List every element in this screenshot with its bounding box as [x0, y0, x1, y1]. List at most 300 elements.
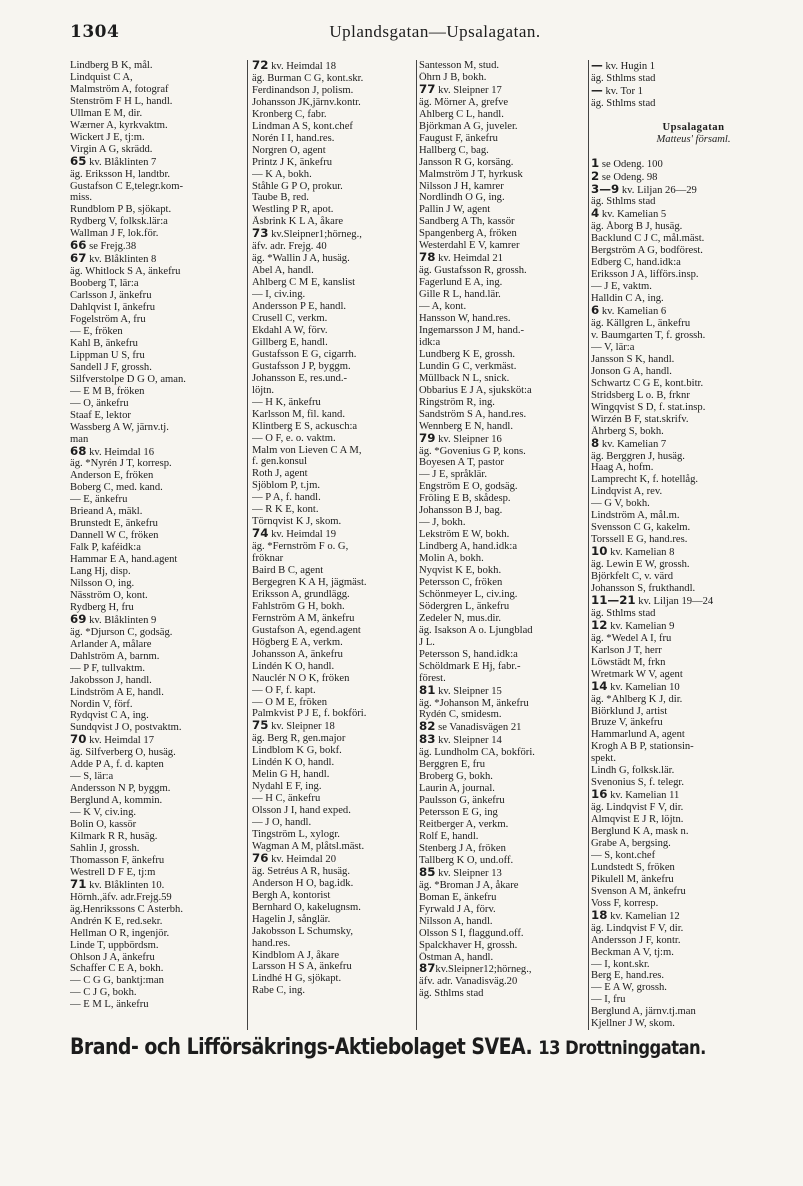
entry-text: Halldin C A, ing. [591, 293, 664, 305]
directory-entry [591, 426, 796, 438]
entry-text: Linde T, uppbördsm. [70, 939, 159, 951]
house-number: 14 [591, 680, 608, 693]
directory-entry [419, 228, 584, 240]
entry-text: — I, kont.skr. [591, 958, 650, 970]
directory-entry [591, 98, 796, 110]
house-number: 72 [252, 60, 269, 72]
entry-text: Lindman A S, kont.chef [252, 120, 353, 132]
directory-entry [591, 534, 796, 546]
directory-entry [591, 729, 796, 741]
entry-text: Fagerlund E A, ing. [419, 277, 503, 289]
directory-entry [419, 373, 584, 385]
entry-text: Gustafson A, egend.agent [252, 624, 361, 636]
directory-entry [419, 325, 584, 337]
house-number-entry [419, 685, 584, 698]
entry-text: Anderson H O, bag.idk. [252, 877, 354, 889]
house-number: 85 [419, 866, 436, 879]
directory-entry [419, 421, 584, 433]
directory-entry [591, 122, 796, 134]
entry-text: Rabe C, ing. [252, 985, 305, 997]
directory-entry [419, 747, 584, 759]
directory-entry [70, 627, 242, 639]
directory-entry [70, 482, 242, 494]
house-number: 68 [70, 445, 87, 458]
entry-text: Olsson J I, hand exped. [252, 805, 351, 817]
directory-entry [70, 651, 242, 663]
directory-entry [419, 361, 584, 373]
entry-text: Svenson A M, änkefru [591, 885, 686, 897]
entry-text: Gille R L, hand.lär. [419, 289, 501, 301]
directory-entry [419, 807, 584, 819]
page-header [70, 22, 790, 44]
entry-text: Falk P, kaféidk:a [70, 542, 141, 554]
entry-text: Nilsson J H, kamrer [419, 180, 504, 192]
entry-text: Lindén K O, handl. [252, 757, 335, 769]
directory-entry [419, 169, 584, 181]
directory-entry [70, 72, 242, 84]
directory-entry [591, 706, 796, 718]
directory-entry [591, 982, 796, 994]
directory-entry [419, 880, 584, 892]
directory-entry [252, 914, 412, 926]
entry-text: Björkman A G, juveler. [419, 120, 518, 132]
directory-entry [252, 866, 412, 878]
entry-text: Kronberg C, fabr. [252, 108, 327, 120]
entry-text: Taube B, red. [252, 192, 309, 204]
directory-entry [419, 952, 584, 964]
house-number-entry [591, 620, 796, 633]
entry-text: Biörklund J, artist [591, 705, 668, 717]
directory-entry [70, 494, 242, 506]
directory-entry [252, 625, 412, 637]
directory-entry [591, 342, 796, 354]
directory-entry [252, 553, 412, 565]
house-number-entry [70, 446, 242, 459]
entry-text: Eriksson A, grundlägg. [252, 588, 350, 600]
entry-text: Rydberg H, fru [70, 601, 134, 613]
entry-text: Rydqvist C A, ing. [70, 710, 149, 722]
entry-text: — G V, bokh. [591, 498, 650, 510]
directory-entry [70, 314, 242, 326]
entry-text: Stenberg J A, fröken [419, 842, 506, 854]
house-number-entry [419, 734, 584, 747]
entry-text: Sandberg A Th, kassör [419, 216, 515, 228]
entry-text: kv. Sleipner 17 [435, 84, 502, 96]
directory-entry [252, 361, 412, 373]
directory-entry [419, 940, 584, 952]
directory-entry [591, 414, 796, 426]
directory-entry [591, 838, 796, 850]
entry-text: Hellman O R, ingenjör. [70, 927, 170, 939]
house-number: 83 [419, 734, 436, 747]
entry-text: Gustafsson J P, byggm. [252, 360, 351, 372]
directory-entry [252, 468, 412, 480]
directory-entry [70, 843, 242, 855]
directory-entry [419, 121, 584, 133]
directory-entry [70, 120, 242, 132]
entry-text: Wennberg E N, handl. [419, 420, 513, 432]
directory-entry [252, 504, 412, 516]
directory-entry [419, 277, 584, 289]
directory-entry [591, 633, 796, 645]
directory-entry [252, 157, 412, 169]
directory-entry [252, 829, 412, 841]
directory-entry [591, 402, 796, 414]
directory-entry [591, 923, 796, 935]
directory-entry [252, 204, 412, 216]
entry-text: äg. Sthlms stad [591, 72, 656, 84]
directory-entry [419, 673, 584, 685]
house-number: 65 [70, 155, 87, 168]
directory-entry [419, 469, 584, 481]
entry-text: kv.Sleipner1;hörneg., [268, 229, 362, 241]
entry-text: Andersson J F, kontr. [591, 934, 681, 946]
directory-entry [419, 301, 584, 313]
entry-text: Hörnh.,äfv. adr.Frejg.59 [70, 891, 172, 903]
directory-entry [591, 802, 796, 814]
page-number: 1304 [70, 22, 120, 42]
directory-entry [252, 805, 412, 817]
entry-text: Boyesen A T, pastor [419, 457, 504, 469]
entry-text: kv. Sleipner 15 [435, 685, 502, 697]
entry-text: Berglund A, järnv.tj.man [591, 1006, 696, 1018]
directory-entry [70, 542, 242, 554]
directory-entry [591, 826, 796, 838]
directory-entry [70, 771, 242, 783]
entry-text: kv. Blåklinten 7 [86, 156, 157, 168]
directory-entry [591, 269, 796, 281]
house-number: 82 [419, 721, 436, 734]
entry-text: Klintberg E S, ackusch:a [252, 420, 358, 432]
entry-text: Lundstedt S, fröken [591, 861, 675, 873]
directory-entry [591, 935, 796, 947]
entry-text: äg. Berg R, gen.major [252, 733, 346, 745]
directory-entry [252, 841, 412, 853]
directory-entry [591, 498, 796, 510]
directory-entry [252, 385, 412, 397]
directory-entry [591, 777, 796, 789]
entry-text: Östman A, handl. [419, 951, 494, 963]
entry-text: äg. Sthlms stad [419, 988, 484, 1000]
entry-text: Pallin J W, agent [419, 204, 491, 216]
entry-text: spekt. [591, 753, 617, 765]
entry-text: se Vanadisvägen 21 [435, 722, 522, 734]
entry-text: Norgren O, agent [252, 144, 326, 156]
directory-entry [591, 522, 796, 534]
entry-text: äg. Sthlms stad [591, 97, 656, 109]
entry-text: — J E, vaktm. [591, 281, 652, 293]
entry-text: Johansson B J, bag. [419, 505, 503, 517]
directory-entry [252, 733, 412, 745]
entry-text: Dahlqvist I, änkefru [70, 302, 156, 314]
directory-entry [252, 301, 412, 313]
directory-entry [591, 959, 796, 971]
directory-entry [70, 747, 242, 759]
entry-text: Ohlson J A, änkefru [70, 951, 155, 963]
entry-text: Sandström S A, hand.res. [419, 408, 527, 420]
directory-entry [252, 902, 412, 914]
house-number: 78 [419, 252, 436, 265]
entry-text: Malm von Lieven C A M, [252, 444, 362, 456]
directory-entry [70, 904, 242, 916]
directory-entry [419, 843, 584, 855]
directory-entry [591, 898, 796, 910]
entry-text: Lindh G, folksk.lär. [591, 765, 675, 777]
footer-company: Brand- och Lifförsäkrings-Aktiebolaget SVEA. [70, 1035, 533, 1060]
entry-text: äg. Sthlms stad [591, 196, 656, 208]
entry-text: se Odeng. 100 [599, 158, 663, 170]
advertisement-footer [70, 1035, 706, 1075]
directory-entry [70, 987, 242, 999]
entry-text: Baird B C, agent [252, 565, 324, 577]
entry-text: kv.Sleipner12;hörneg., [435, 964, 532, 976]
entry-text: Ringström R, ing. [419, 396, 495, 408]
entry-text: äg. Silfverberg O, husäg. [70, 747, 176, 759]
entry-text: Brieand A, mäkl. [70, 506, 143, 518]
entry-text: — J O, handl. [252, 817, 312, 829]
entry-text: Westrell D F E, tj:m [70, 866, 156, 878]
entry-text: Sundqvist J O, postvaktm. [70, 722, 182, 734]
entry-text: Wassberg A W, järnv.tj. [70, 421, 169, 433]
entry-text: Spalckhaver H, grossh. [419, 939, 518, 951]
entry-text: Lindström A, mål.m. [591, 510, 680, 522]
entry-text: Engström E O, godsäg. [419, 481, 518, 493]
directory-entry [252, 565, 412, 577]
directory-entry [419, 216, 584, 228]
entry-text: — A, kont. [419, 301, 467, 313]
directory-entry [70, 699, 242, 711]
directory-entry [591, 281, 796, 293]
entry-text: — E A W, grossh. [591, 982, 667, 994]
house-number-entry [252, 60, 412, 73]
directory-entry [252, 253, 412, 265]
entry-text: äg.Henrikssons C Asterbh. [70, 903, 183, 915]
entry-text: Carlsson J, änkefru [70, 290, 152, 302]
entry-text: Almqvist E J R, löjtn. [591, 814, 684, 826]
entry-text: förest. [419, 672, 446, 684]
directory-entry [252, 492, 412, 504]
directory-entry [70, 590, 242, 602]
entry-text: Rolf E, handl. [419, 831, 479, 842]
entry-text: — E, änkefru [70, 494, 128, 506]
entry-text: Abel A, handl. [252, 265, 314, 277]
house-number-entry [591, 910, 796, 923]
entry-text: äg. *Wedel A I, fru [591, 632, 672, 644]
entry-text: — K A, bokh. [252, 168, 312, 180]
directory-entry [419, 517, 584, 529]
house-number-entry [70, 734, 242, 747]
entry-text: — S, kont.chef [591, 849, 656, 861]
entry-text: Wærner A, kyrkvaktm. [70, 119, 168, 131]
directory-entry [591, 970, 796, 982]
entry-text: kv. Heimdal 18 [268, 61, 336, 72]
directory-entry [252, 685, 412, 697]
directory-entry [252, 973, 412, 985]
directory-entry [70, 530, 242, 542]
directory-entry [591, 366, 796, 378]
entry-text: Högberg E A, verkm. [252, 636, 343, 648]
directory-entry [252, 277, 412, 289]
entry-text: Gustafsson E G, cigarrh. [252, 348, 357, 360]
entry-text: äg. Lindqvist F V, dir. [591, 802, 684, 814]
entry-text: Ahlberg C L, handl. [419, 108, 504, 120]
entry-text: Svenonius S, f. telegr. [591, 777, 684, 789]
entry-text: Berg E, hand.res. [591, 970, 665, 982]
directory-entry [70, 84, 242, 96]
entry-text: fröknar [252, 553, 284, 565]
entry-text: Lindquist C A, [70, 71, 133, 83]
directory-entry [419, 601, 584, 613]
entry-text: — O, änkefru [70, 397, 129, 409]
house-number: 10 [591, 546, 608, 559]
entry-text: — I, civ.ing. [252, 289, 306, 301]
entry-text: — O M E, fröken [252, 696, 328, 708]
entry-text: äg. Isakson A o. Ljungblad [419, 624, 533, 636]
entry-text: kv. Kamelian 11 [607, 790, 680, 802]
house-number: 2 [591, 170, 600, 183]
directory-column-3 [419, 60, 584, 1030]
entry-text: äg. *Johanson M, änkefru [419, 697, 529, 709]
house-number-entry [419, 721, 584, 734]
entry-text: äg. *Wallin J A, husäg. [252, 253, 350, 265]
entry-text: Backlund C J C, mål.mäst. [591, 233, 705, 245]
entry-text: Stenström F H L, handl. [70, 95, 173, 107]
entry-text: Jonson G A, handl. [591, 365, 672, 377]
house-number-entry [591, 158, 796, 171]
entry-text: kv. Kamelian 10 [607, 681, 680, 693]
entry-text: Lindqvist A, rev. [591, 486, 663, 498]
entry-text: Andersson P E, handl. [252, 301, 347, 313]
directory-entry [591, 146, 796, 158]
directory-entry [70, 192, 242, 204]
directory-entry [252, 781, 412, 793]
directory-entry [252, 637, 412, 649]
entry-text: Johansson E, res.und.- [252, 372, 348, 384]
directory-entry [70, 963, 242, 975]
entry-text: Fogelström A, fru [70, 314, 146, 326]
house-number: 18 [591, 909, 608, 922]
entry-text: miss. [70, 192, 93, 204]
directory-entry [419, 649, 584, 661]
directory-entry [70, 374, 242, 386]
directory-entry [70, 302, 242, 314]
directory-entry [591, 1006, 796, 1018]
entry-text: Paulsson G, änkefru [419, 795, 505, 807]
entry-text: Edberg C, hand.idk:a [591, 257, 681, 269]
house-number: 12 [591, 619, 608, 632]
directory-entry [419, 157, 584, 169]
entry-text: Lindhé H G, sjökapt. [252, 973, 342, 985]
entry-text: Fröling E B, skådesp. [419, 493, 511, 505]
directory-entry [252, 216, 412, 228]
entry-text: Hagelin J, sånglär. [252, 913, 331, 925]
directory-entry [252, 817, 412, 829]
entry-text: Faugust F, änkefru [419, 132, 498, 144]
directory-entry [419, 337, 584, 349]
directory-entry [252, 673, 412, 685]
directory-entry [252, 169, 412, 181]
directory-entry [252, 145, 412, 157]
entry-text: — J, bokh. [419, 517, 466, 529]
entry-text: äg. *Govenius G P, kons. [419, 445, 526, 457]
house-number: 79 [419, 432, 436, 445]
directory-entry [419, 97, 584, 109]
entry-text: Obbarius E J A, sjuksköt:a [419, 384, 532, 396]
directory-entry [591, 462, 796, 474]
entry-text: Haag A, hofm. [591, 462, 654, 474]
house-number-entry [591, 184, 796, 197]
directory-entry [70, 602, 242, 614]
house-number: 1 [591, 157, 600, 170]
entry-text: Stridsberg L o. B, frknr [591, 389, 690, 401]
directory-entry [252, 181, 412, 193]
entry-text: kv. Kamelian 5 [599, 209, 667, 221]
entry-text: Lundin G C, verkmäst. [419, 360, 517, 372]
directory-entry [419, 181, 584, 193]
directory-entry [419, 976, 584, 988]
directory-entry [252, 757, 412, 769]
directory-entry [419, 916, 584, 928]
house-number-entry [591, 208, 796, 221]
house-number: 8 [591, 437, 600, 450]
directory-entry [252, 433, 412, 445]
entry-text: Lindström A E, handl. [70, 686, 164, 698]
entry-text: Bolin O, kassör [70, 819, 137, 831]
house-number: 11—21 [591, 594, 636, 607]
house-number-entry [591, 60, 796, 73]
directory-entry [70, 326, 242, 338]
directory-entry [419, 505, 584, 517]
directory-entry [419, 289, 584, 301]
entry-text: Broberg G, bokh. [419, 771, 493, 783]
directory-entry [70, 506, 242, 518]
entry-text: Jakobsson L Schumsky, [252, 925, 354, 937]
entry-text: Rydén C, smidesm. [419, 709, 502, 721]
entry-text: Molin A, bokh. [419, 553, 484, 565]
directory-entry [70, 96, 242, 108]
house-number: 3—9 [591, 183, 620, 196]
directory-entry [252, 769, 412, 781]
entry-text: Torssell E G, hand.res. [591, 534, 688, 546]
entry-text: Kindblom A J, åkare [252, 949, 340, 961]
directory-entry [70, 398, 242, 410]
directory-entry [252, 697, 412, 709]
entry-text: — P F, tullvaktm. [70, 662, 145, 674]
directory-entry [419, 529, 584, 541]
directory-entry [252, 85, 412, 97]
entry-text: Hammarlund A, agent [591, 729, 685, 741]
directory-entry [252, 109, 412, 121]
entry-text: — R K E, kont. [252, 504, 319, 516]
directory-entry [591, 645, 796, 657]
entry-text: Norén I I, hand.res. [252, 132, 335, 144]
directory-entry [591, 354, 796, 366]
entry-text: kv. Kamelian 8 [607, 547, 675, 559]
directory-entry [70, 350, 242, 362]
directory-column-4 [591, 60, 796, 1030]
entry-text: Nilsson A, handl. [419, 915, 493, 927]
directory-entry [70, 228, 242, 240]
directory-entry [591, 694, 796, 706]
entry-text: — E M B, fröken [70, 385, 145, 397]
directory-entry [70, 290, 242, 302]
directory-entry [70, 916, 242, 928]
entry-text: Larsson H S A, änkefru [252, 961, 352, 973]
directory-entry [591, 221, 796, 233]
directory-entry [252, 708, 412, 720]
directory-entry [252, 289, 412, 301]
entry-text: Jansson R G, korsäng. [419, 156, 514, 168]
